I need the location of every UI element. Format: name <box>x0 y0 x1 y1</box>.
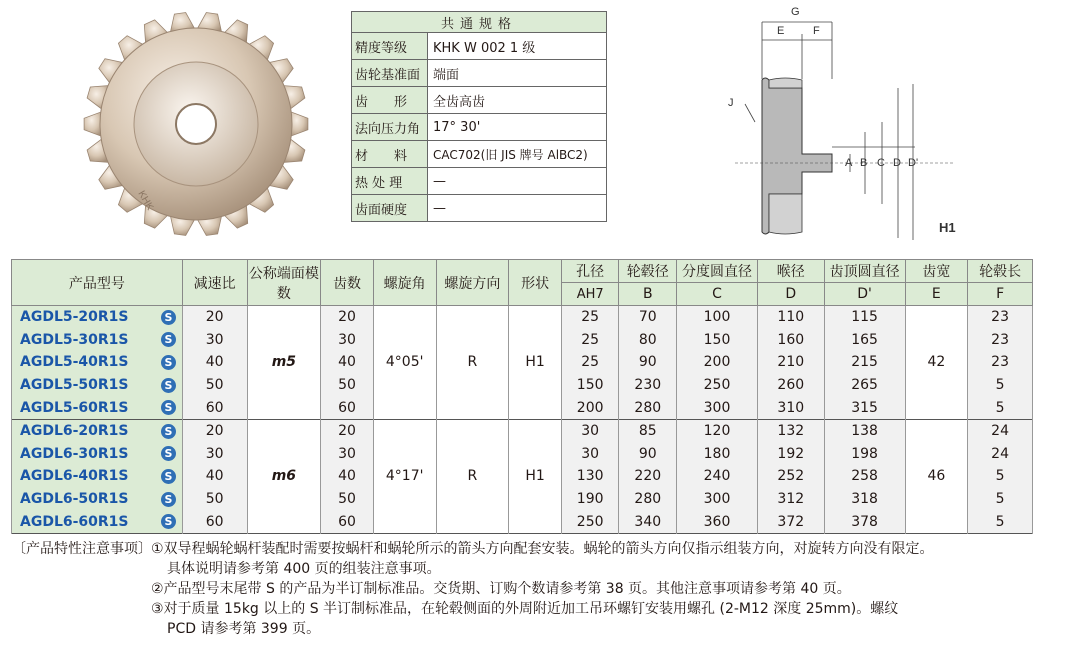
ratio-cell: 50 <box>182 374 247 397</box>
product-number: AGDL5-60R1S <box>12 396 156 419</box>
throat-dia-cell: 210 <box>757 351 824 374</box>
product-number: AGDL6-20R1S <box>12 419 156 442</box>
module-cell: m6 <box>247 419 321 533</box>
bore-cell: 25 <box>561 306 619 329</box>
subheader-hub-len: F <box>968 283 1033 306</box>
spec-key: 材 料 <box>352 141 428 168</box>
gear-photo <box>78 8 314 240</box>
bore-cell: 250 <box>561 510 619 533</box>
subheader-throat-dia: D <box>757 283 824 306</box>
tip-dia-cell: 138 <box>824 419 905 442</box>
note-item: ①双导程蜗轮蜗杆装配时需要按蜗杆和蜗轮所示的箭头方向配套安装。蜗轮的箭头方向仅指示组装方向，对旋转方向没有限定。 <box>151 541 934 557</box>
ratio-cell: 30 <box>182 329 247 352</box>
header-tip-dia: 齿顶圆直径 <box>824 260 905 283</box>
bore-cell: 30 <box>561 443 619 466</box>
label-e: E <box>777 25 785 37</box>
shape-cell: H1 <box>509 306 562 420</box>
hub-dia-cell: 280 <box>619 396 677 419</box>
product-number: AGDL6-40R1S <box>12 465 156 488</box>
throat-dia-cell: 260 <box>757 374 824 397</box>
semi-custom-badge-cell <box>155 510 182 533</box>
shape-cell: H1 <box>509 419 562 533</box>
semi-custom-badge-cell <box>155 465 182 488</box>
semi-custom-badge-cell <box>155 306 182 329</box>
pitch-dia-cell: 150 <box>677 329 758 352</box>
label-d: D <box>893 157 901 169</box>
bore-cell: 25 <box>561 351 619 374</box>
bore-cell: 150 <box>561 374 619 397</box>
note-item: ③对于质量 15kg 以上的 S 半订制标准品，在轮毂侧面的外周附近加工吊环螺钉安装用螺孔 (2-M12 深度 25mm)。螺纹 <box>151 601 899 617</box>
group-m5 <box>12 306 1033 420</box>
semi-custom-badge: S <box>161 355 176 370</box>
hub-len-cell: 23 <box>968 306 1033 329</box>
hub-len-cell: 5 <box>968 396 1033 419</box>
ratio-cell: 50 <box>182 488 247 511</box>
gear-stamp: KHK <box>135 189 156 213</box>
spec-value: — <box>428 195 607 222</box>
semi-custom-badge-cell <box>155 396 182 419</box>
throat-dia-cell: 110 <box>757 306 824 329</box>
hub-len-cell: 5 <box>968 510 1033 533</box>
semi-custom-badge: S <box>161 469 176 484</box>
pitch-dia-cell: 180 <box>677 443 758 466</box>
label-shape: H1 <box>939 220 956 235</box>
throat-dia-cell: 192 <box>757 443 824 466</box>
spec-key: 法向压力角 <box>352 114 428 141</box>
product-number: AGDL6-60R1S <box>12 510 156 533</box>
bore-cell: 200 <box>561 396 619 419</box>
header-ratio: 减速比 <box>182 260 247 306</box>
pitch-dia-cell: 100 <box>677 306 758 329</box>
label-a: A <box>845 157 853 169</box>
header-product: 产品型号 <box>12 260 183 306</box>
pitch-dia-cell: 240 <box>677 465 758 488</box>
header-face-width: 齿宽 <box>905 260 968 283</box>
pitch-dia-cell: 250 <box>677 374 758 397</box>
header-helix-angle: 螺旋角 <box>373 260 436 306</box>
teeth-cell: 20 <box>321 306 374 329</box>
tip-dia-cell: 198 <box>824 443 905 466</box>
tip-dia-cell: 165 <box>824 329 905 352</box>
ratio-cell: 60 <box>182 396 247 419</box>
header-hub-dia: 轮毂径 <box>619 260 677 283</box>
hub-len-cell: 23 <box>968 329 1033 352</box>
tip-dia-cell: 265 <box>824 374 905 397</box>
semi-custom-badge-cell <box>155 374 182 397</box>
hub-dia-cell: 340 <box>619 510 677 533</box>
teeth-cell: 60 <box>321 510 374 533</box>
header-bore: 孔径 <box>561 260 619 283</box>
tip-dia-cell: 318 <box>824 488 905 511</box>
hub-len-cell: 23 <box>968 351 1033 374</box>
semi-custom-badge: S <box>161 424 176 439</box>
tip-dia-cell: 315 <box>824 396 905 419</box>
pitch-dia-cell: 360 <box>677 510 758 533</box>
subheader-bore: AH7 <box>561 283 619 306</box>
spec-value: — <box>428 168 607 195</box>
header-module: 公称端面模数 <box>247 260 321 306</box>
hub-len-cell: 5 <box>968 488 1033 511</box>
product-number: AGDL5-20R1S <box>12 306 156 329</box>
hub-dia-cell: 90 <box>619 443 677 466</box>
tip-dia-cell: 115 <box>824 306 905 329</box>
semi-custom-badge-cell <box>155 488 182 511</box>
spec-key: 精度等级 <box>352 33 428 60</box>
hub-dia-cell: 80 <box>619 329 677 352</box>
hub-dia-cell: 85 <box>619 419 677 442</box>
label-j: J <box>728 97 734 109</box>
label-b: B <box>860 157 868 169</box>
product-number: AGDL6-50R1S <box>12 488 156 511</box>
header-shape: 形状 <box>509 260 562 306</box>
bore-cell: 130 <box>561 465 619 488</box>
pitch-dia-cell: 200 <box>677 351 758 374</box>
bore-cell: 190 <box>561 488 619 511</box>
semi-custom-badge-cell <box>155 351 182 374</box>
hub-len-cell: 5 <box>968 374 1033 397</box>
spec-value: 全齿高齿 <box>428 87 607 114</box>
label-f: F <box>813 25 820 37</box>
bore-cell: 25 <box>561 329 619 352</box>
pitch-dia-cell: 300 <box>677 488 758 511</box>
throat-dia-cell: 310 <box>757 396 824 419</box>
subheader-hub-dia: B <box>619 283 677 306</box>
semi-custom-badge: S <box>161 446 176 461</box>
tip-dia-cell: 258 <box>824 465 905 488</box>
helix-angle-cell: 4°17' <box>373 419 436 533</box>
hub-dia-cell: 230 <box>619 374 677 397</box>
note-item: PCD 请参考第 399 页。 <box>167 621 321 637</box>
semi-custom-badge-cell <box>155 419 182 442</box>
throat-dia-cell: 252 <box>757 465 824 488</box>
semi-custom-badge: S <box>161 332 176 347</box>
product-number: AGDL5-30R1S <box>12 329 156 352</box>
semi-custom-badge: S <box>161 310 176 325</box>
spec-value: KHK W 002 1 级 <box>428 33 607 60</box>
hub-dia-cell: 90 <box>619 351 677 374</box>
module-cell: m5 <box>247 306 321 420</box>
helix-dir-cell: R <box>436 306 509 420</box>
spec-header: 共通规格 <box>352 12 607 33</box>
hub-len-cell: 24 <box>968 443 1033 466</box>
face-width-cell: 42 <box>905 306 968 420</box>
spec-key: 热 处 理 <box>352 168 428 195</box>
label-dprime: D' <box>908 157 919 169</box>
header-pitch-dia: 分度圆直径 <box>677 260 758 283</box>
pitch-dia-cell: 300 <box>677 396 758 419</box>
ratio-cell: 30 <box>182 443 247 466</box>
subheader-face-width: E <box>905 283 968 306</box>
teeth-cell: 20 <box>321 419 374 442</box>
header-hub-len: 轮毂长 <box>968 260 1033 283</box>
helix-dir-cell: R <box>436 419 509 533</box>
product-table <box>11 259 1033 534</box>
semi-custom-badge: S <box>161 514 176 529</box>
semi-custom-badge: S <box>161 378 176 393</box>
ratio-cell: 40 <box>182 465 247 488</box>
teeth-cell: 30 <box>321 443 374 466</box>
notes-label: 〔产品特性注意事项〕 <box>12 541 152 557</box>
table-row <box>12 306 1033 329</box>
spec-key: 齿 形 <box>352 87 428 114</box>
ratio-cell: 60 <box>182 510 247 533</box>
label-g: G <box>791 6 800 18</box>
throat-dia-cell: 372 <box>757 510 824 533</box>
semi-custom-badge: S <box>161 492 176 507</box>
product-number: AGDL5-50R1S <box>12 374 156 397</box>
throat-dia-cell: 160 <box>757 329 824 352</box>
semi-custom-badge-cell <box>155 329 182 352</box>
teeth-cell: 50 <box>321 374 374 397</box>
throat-dia-cell: 132 <box>757 419 824 442</box>
hub-len-cell: 24 <box>968 419 1033 442</box>
tip-dia-cell: 215 <box>824 351 905 374</box>
product-number: AGDL6-30R1S <box>12 443 156 466</box>
teeth-cell: 60 <box>321 396 374 419</box>
hub-dia-cell: 280 <box>619 488 677 511</box>
throat-dia-cell: 312 <box>757 488 824 511</box>
hub-dia-cell: 220 <box>619 465 677 488</box>
ratio-cell: 20 <box>182 306 247 329</box>
note-item: ②产品型号末尾带 S 的产品为半订制标准品。交货期、订购个数请参考第 38 页。其他注意事项请参考第 40 页。 <box>151 581 851 597</box>
hub-len-cell: 5 <box>968 465 1033 488</box>
ratio-cell: 20 <box>182 419 247 442</box>
product-number: AGDL5-40R1S <box>12 351 156 374</box>
table-row <box>12 419 1033 442</box>
semi-custom-badge-cell <box>155 443 182 466</box>
dimension-diagram <box>715 4 975 244</box>
pitch-dia-cell: 120 <box>677 419 758 442</box>
tip-dia-cell: 378 <box>824 510 905 533</box>
spec-key: 齿轮基准面 <box>352 60 428 87</box>
spec-value: 17° 30' <box>428 114 607 141</box>
ratio-cell: 40 <box>182 351 247 374</box>
common-spec-table <box>351 11 607 222</box>
spec-value: CAC702(旧 JIS 牌号 AlBC2) <box>428 141 607 168</box>
header-helix-dir: 螺旋方向 <box>436 260 509 306</box>
note-item: 具体说明请参考第 400 页的组装注意事项。 <box>167 561 441 577</box>
face-width-cell: 46 <box>905 419 968 533</box>
teeth-cell: 40 <box>321 351 374 374</box>
hub-dia-cell: 70 <box>619 306 677 329</box>
teeth-cell: 40 <box>321 465 374 488</box>
group-m6 <box>12 419 1033 533</box>
spec-value: 端面 <box>428 60 607 87</box>
subheader-tip-dia: D' <box>824 283 905 306</box>
subheader-pitch-dia: C <box>677 283 758 306</box>
header-throat-dia: 喉径 <box>757 260 824 283</box>
teeth-cell: 30 <box>321 329 374 352</box>
teeth-cell: 50 <box>321 488 374 511</box>
header-teeth: 齿数 <box>321 260 374 306</box>
label-c: C <box>877 157 885 169</box>
semi-custom-badge: S <box>161 400 176 415</box>
bore-cell: 30 <box>561 419 619 442</box>
spec-key: 齿面硬度 <box>352 195 428 222</box>
helix-angle-cell: 4°05' <box>373 306 436 420</box>
